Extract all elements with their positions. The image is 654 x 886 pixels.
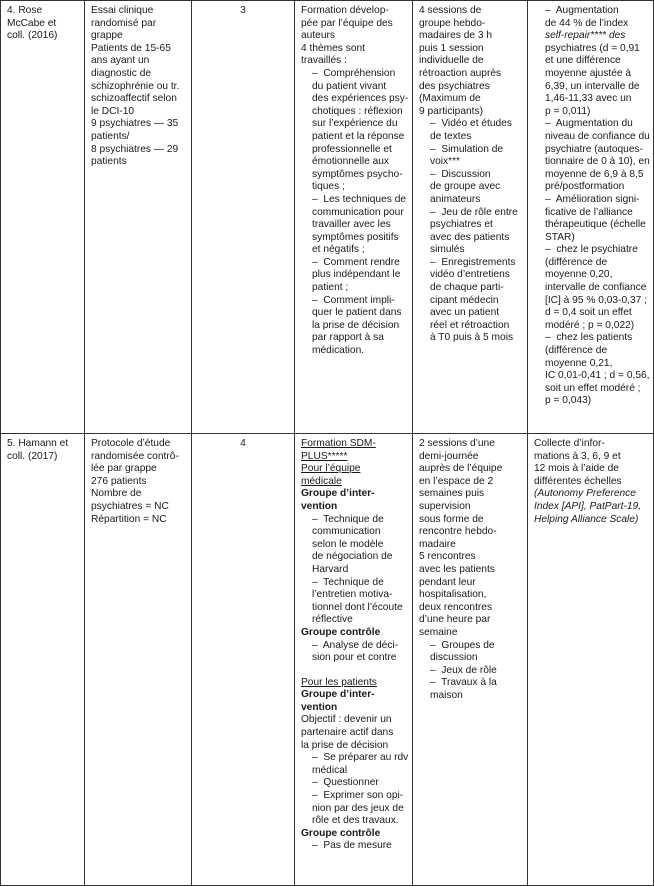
score-cell bbox=[192, 434, 295, 886]
intervention-line: des expériences psy- bbox=[312, 93, 409, 105]
results-line: moyenne ajustée à bbox=[545, 67, 632, 79]
intervention-line: patient ; bbox=[312, 282, 349, 294]
design-cell bbox=[85, 1, 192, 434]
modalities-line: deux rencontres bbox=[419, 601, 493, 613]
intervention-line: partenaire actif dans bbox=[301, 727, 394, 739]
results-line: psychiatres (d = 0,91 bbox=[545, 42, 640, 54]
intervention-line: pée par l’équipe des bbox=[301, 17, 393, 29]
results-cell bbox=[528, 1, 654, 434]
intervention-line: médical bbox=[312, 764, 348, 776]
intervention-line: Groupe d’inter- bbox=[301, 689, 375, 701]
modalities-line: discussion bbox=[430, 652, 478, 664]
design-line: randomisée contrô- bbox=[91, 450, 179, 462]
results-cell bbox=[528, 434, 654, 886]
intervention-line: – Technique de bbox=[312, 576, 384, 588]
intervention-line: – Questionner bbox=[312, 777, 379, 789]
intervention-line: vention bbox=[301, 500, 338, 512]
intervention-cell bbox=[295, 1, 413, 434]
intervention-line: patient et la réponse bbox=[312, 130, 405, 142]
modalities-line: de textes bbox=[430, 130, 472, 142]
intervention-line: – Exprimer son opi- bbox=[312, 790, 404, 802]
results-line: pré/postformation bbox=[545, 181, 625, 193]
study-line: 4. Rose bbox=[7, 5, 43, 16]
modalities-line: simulés bbox=[430, 244, 465, 256]
design-line: Nombre de bbox=[91, 488, 142, 500]
intervention-line: de négociation de bbox=[312, 551, 393, 563]
results-line: différentes échelles bbox=[534, 475, 622, 487]
modalities-line: des psychiatres bbox=[419, 80, 490, 92]
intervention-line: tiques ; bbox=[312, 181, 345, 193]
design-line: psychiatres = NC bbox=[91, 500, 169, 512]
design-line: 9 psychiatres — 35 bbox=[91, 118, 179, 130]
intervention-line: Objectif : devenir un bbox=[301, 714, 392, 726]
modalities-line: – Simulation de bbox=[430, 143, 504, 155]
results-line: (Autonomy Preference bbox=[534, 488, 636, 500]
results-line: (différence de bbox=[545, 345, 608, 357]
results-line: niveau de confiance du bbox=[545, 130, 650, 142]
results-line: p = 0,043) bbox=[545, 395, 592, 407]
intervention-line: médicale bbox=[301, 475, 342, 487]
modalities-line: 5 rencontres bbox=[419, 551, 476, 563]
score-cell bbox=[192, 1, 295, 434]
intervention-line: symptômes psycho- bbox=[312, 168, 403, 180]
intervention-line: travaillés : bbox=[301, 55, 347, 67]
study-line: 5. Hamann et bbox=[7, 438, 69, 449]
results-line: – Augmentation du bbox=[545, 118, 633, 130]
intervention-line: 4 thèmes sont bbox=[301, 42, 365, 54]
modalities-line: pendant leur bbox=[419, 576, 476, 588]
design-line: Essai clinique bbox=[91, 5, 154, 16]
results-line: tionnaire de 0 à 10), en bbox=[545, 156, 650, 168]
intervention-line: Groupe d’inter- bbox=[301, 488, 375, 500]
modalities-line: (Maximum de bbox=[419, 93, 481, 105]
intervention-line: – Se préparer au rdv bbox=[312, 752, 409, 764]
design-line: schizoaffectif selon bbox=[91, 93, 177, 105]
intervention-line: et négatifs ; bbox=[312, 244, 365, 256]
design-line: grappe bbox=[91, 30, 123, 42]
modalities-line: – Enregistrements bbox=[430, 256, 516, 268]
intervention-line: la prise de décision bbox=[312, 319, 400, 331]
intervention-line: réflective bbox=[312, 614, 353, 626]
intervention-line: – Compréhension bbox=[312, 67, 396, 79]
modalities-line: à T0 puis à 5 mois bbox=[430, 332, 514, 344]
score-value: 3 bbox=[240, 5, 246, 16]
intervention-line: sion pour et contre bbox=[312, 652, 397, 664]
intervention-cell bbox=[295, 434, 413, 886]
intervention-line: communication bbox=[312, 526, 381, 538]
results-line: moyenne 0,20, bbox=[545, 269, 613, 281]
results-line: (différence de bbox=[545, 256, 608, 268]
intervention-line: Formation dévelop- bbox=[301, 5, 389, 16]
modalities-line: voix*** bbox=[430, 156, 461, 168]
intervention-line: – Analyse de déci- bbox=[312, 639, 399, 651]
modalities-line: avec un patient bbox=[430, 307, 500, 319]
results-line: 6,39, un intervalle de bbox=[545, 80, 640, 92]
intervention-line bbox=[301, 665, 406, 677]
intervention-line: – Comment rendre bbox=[312, 256, 400, 268]
results-line: 12 mois à l’aide de bbox=[534, 463, 619, 475]
modalities-line: 2 sessions d’une bbox=[419, 438, 495, 449]
intervention-line: – Technique de bbox=[312, 513, 384, 525]
intervention-line: médication. bbox=[312, 345, 365, 357]
intervention-line: auteurs bbox=[301, 30, 335, 42]
study-cell bbox=[1, 434, 85, 886]
design-line: schizophrénie ou tr. bbox=[91, 80, 180, 92]
table-row bbox=[1, 434, 654, 886]
modalities-line: cipant médecin bbox=[430, 294, 499, 306]
intervention-line: selon le modèle bbox=[312, 538, 384, 550]
modalities-line: – Jeux de rôle bbox=[430, 664, 497, 676]
modalities-line: rencontre hebdo- bbox=[419, 526, 497, 538]
results-line: – Augmentation bbox=[545, 5, 619, 16]
results-line: STAR) bbox=[545, 231, 575, 243]
design-line: Patients de 15-65 bbox=[91, 42, 171, 54]
results-line: mations à 3, 6, 9 et bbox=[534, 450, 621, 462]
intervention-line: PLUS***** bbox=[301, 450, 348, 462]
results-line: Helping Alliance Scale) bbox=[534, 513, 639, 525]
intervention-line: la prise de décision bbox=[301, 739, 389, 751]
study-line: McCabe et bbox=[7, 17, 57, 29]
modalities-line: madaires de 3 h bbox=[419, 30, 493, 42]
modalities-line: – Travaux à la bbox=[430, 677, 497, 689]
modalities-line: animateurs bbox=[430, 193, 481, 205]
intervention-line: tionnel dont l’écoute bbox=[312, 601, 403, 613]
results-line: p = 0,011) bbox=[545, 105, 591, 117]
modalities-line: vidéo d’entretiens bbox=[430, 269, 510, 281]
intervention-line: chotiques : réflexion bbox=[312, 105, 403, 117]
modalities-line: 9 participants) bbox=[419, 105, 483, 117]
design-line: le DCI-10 bbox=[91, 105, 135, 117]
design-line: 276 patients bbox=[91, 475, 147, 487]
modalities-line: semaine bbox=[419, 626, 458, 638]
modalities-line: puis 1 session bbox=[419, 42, 484, 54]
results-line: d = 0,4 soit un effet bbox=[545, 307, 632, 319]
intervention-line: Groupe contrôle bbox=[301, 827, 381, 839]
modalities-line: d’une heure par bbox=[419, 614, 491, 626]
intervention-line: Groupe contrôle bbox=[301, 626, 381, 638]
modalities-line: hospitalisation, bbox=[419, 589, 487, 601]
intervention-line: vention bbox=[301, 701, 338, 713]
modalities-line: individuelle de bbox=[419, 55, 484, 67]
design-line: Répartition = NC bbox=[91, 513, 167, 525]
modalities-line: psychiatres et bbox=[430, 219, 493, 231]
results-line: – Amélioration signi- bbox=[545, 193, 640, 205]
results-line: IC 0,01-0,41 ; d = 0,56, bbox=[545, 370, 650, 382]
table-row bbox=[1, 1, 654, 434]
results-line: soit un effet modéré ; bbox=[545, 382, 641, 394]
intervention-line: Harvard bbox=[312, 563, 349, 575]
modalities-line: maison bbox=[430, 689, 463, 701]
modalities-line: madaire bbox=[419, 538, 456, 550]
design-line: ans ayant un bbox=[91, 55, 150, 67]
intervention-line: rôle et des travaux. bbox=[312, 815, 399, 827]
intervention-line: – Les techniques de bbox=[312, 193, 407, 205]
modalities-line: de groupe avec bbox=[430, 181, 501, 193]
intervention-line: par rapport à sa bbox=[312, 332, 384, 344]
modalities-cell bbox=[413, 434, 528, 886]
intervention-line: plus indépendant le bbox=[312, 269, 401, 281]
modalities-line: semaines puis bbox=[419, 488, 485, 500]
modalities-line: rétroaction auprès bbox=[419, 67, 502, 79]
results-line: [IC] à 95 % 0,03-0,37 ; bbox=[545, 294, 647, 306]
modalities-line: – Groupes de bbox=[430, 639, 495, 651]
results-line: Index [API], PatPart-19, bbox=[534, 500, 642, 512]
intervention-line: sur l’expérience du bbox=[312, 118, 398, 130]
intervention-line: – Comment impli- bbox=[312, 294, 395, 306]
modalities-line: avec les patients bbox=[419, 563, 495, 575]
intervention-line: – Pas de mesure bbox=[312, 840, 392, 852]
results-line: Collecte d’infor- bbox=[534, 438, 605, 449]
intervention-line: nion par des jeux de bbox=[312, 802, 404, 814]
modalities-cell bbox=[413, 1, 528, 434]
intervention-line: émotionnelle aux bbox=[312, 156, 390, 168]
modalities-line: demi-journée bbox=[419, 450, 479, 462]
score-value: 4 bbox=[240, 438, 246, 449]
results-line: moyenne de 6,9 à 8,5 bbox=[545, 168, 644, 180]
study-line: coll. (2017) bbox=[7, 450, 58, 462]
modalities-line: – Vidéo et études bbox=[430, 118, 512, 130]
study-cell bbox=[1, 1, 85, 434]
intervention-line: l’entretien motiva- bbox=[312, 589, 393, 601]
results-line: et une différence bbox=[545, 55, 621, 67]
design-line: diagnostic de bbox=[91, 67, 152, 79]
results-line: moyenne 0,21, bbox=[545, 357, 613, 369]
modalities-line: auprès de l’équipe bbox=[419, 463, 503, 475]
modalities-line: sous forme de bbox=[419, 513, 484, 525]
results-line: – chez le psychiatre bbox=[545, 244, 638, 256]
modalities-line: réel et rétroaction bbox=[430, 319, 510, 331]
intervention-line: professionnelle et bbox=[312, 143, 392, 155]
intervention-line: Formation SDM- bbox=[301, 438, 376, 449]
results-line: de 44 % de l’index bbox=[545, 17, 629, 29]
modalities-line: groupe hebdo- bbox=[419, 17, 486, 29]
modalities-line: de chaque parti- bbox=[430, 282, 504, 294]
design-line: lée par grappe bbox=[91, 463, 157, 475]
results-line: thérapeutique (échelle bbox=[545, 219, 646, 231]
results-line: 1,46-11,33 avec un bbox=[545, 93, 632, 105]
results-line: ficative de l’alliance bbox=[545, 206, 633, 218]
design-line: Protocole d’étude bbox=[91, 438, 171, 449]
modalities-line: en l’espace de 2 bbox=[419, 475, 494, 487]
design-cell bbox=[85, 434, 192, 886]
results-line: modéré ; p = 0,022) bbox=[545, 319, 635, 331]
intervention-line: communication pour bbox=[312, 206, 404, 218]
modalities-line: 4 sessions de bbox=[419, 5, 482, 16]
results-line: self-repair**** des bbox=[545, 30, 626, 42]
intervention-line: du patient vivant bbox=[312, 80, 387, 92]
design-line: randomisé par bbox=[91, 17, 157, 29]
design-line: 8 psychiatres — 29 bbox=[91, 143, 179, 155]
intervention-line: symptômes positifs bbox=[312, 231, 399, 243]
design-line: patients/ bbox=[91, 130, 130, 142]
study-line: coll. (2016) bbox=[7, 30, 58, 42]
intervention-line: quer le patient dans bbox=[312, 307, 402, 319]
intervention-line: Pour l’équipe bbox=[301, 463, 361, 475]
modalities-line: avec des patients bbox=[430, 231, 510, 243]
modalities-line: – Jeu de rôle entre bbox=[430, 206, 518, 218]
results-line: intervalle de confiance bbox=[545, 282, 647, 294]
results-line: – chez les patients bbox=[545, 332, 633, 344]
design-line: patients bbox=[91, 156, 127, 168]
modalities-line: – Discussion bbox=[430, 168, 491, 180]
intervention-line: Pour les patients bbox=[301, 676, 377, 688]
intervention-line: travailler avec les bbox=[312, 219, 391, 231]
modalities-line: supervision bbox=[419, 500, 471, 512]
results-line: psychiatre (autoques- bbox=[545, 143, 643, 155]
